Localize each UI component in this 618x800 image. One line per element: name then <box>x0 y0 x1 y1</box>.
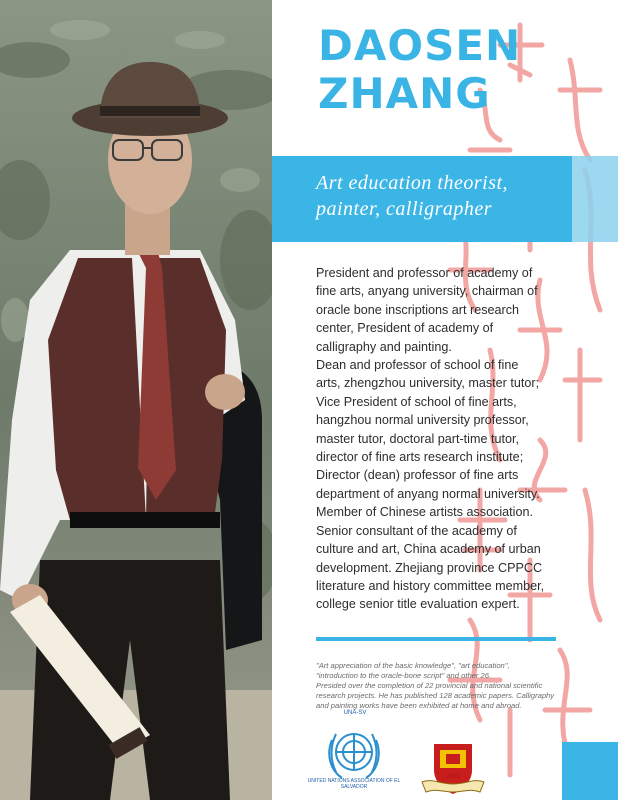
bio-line: hangzhou normal university professor, <box>316 413 529 428</box>
bio-line: Vice President of school of fine arts, <box>316 394 517 409</box>
bio-line: center, President of academy of <box>316 321 494 336</box>
bio-line: literature and history committee member, <box>316 578 545 593</box>
bio-line: college senior title evaluation expert. <box>316 597 520 612</box>
bio-line: fine arts, anyang university, chairman of <box>316 284 538 299</box>
bio-line: Senior consultant of the academy of <box>316 523 517 538</box>
corner-accent <box>562 742 618 800</box>
bio-line: calligraphy and painting. <box>316 339 452 354</box>
bio-line: master tutor, doctoral part-time tutor, <box>316 431 519 446</box>
publication-line: research projects. He has published 128 academic papers. Calligraphy <box>316 691 555 700</box>
name-line-1: DAOSEN <box>318 21 522 70</box>
section-divider <box>316 637 556 641</box>
subtitle: Art education theorist, painter, calligrapher <box>316 172 509 220</box>
biography <box>316 264 562 614</box>
bio-line: department of anyang normal university. <box>316 486 540 501</box>
subtitle-band-edge <box>572 156 618 242</box>
publication-line: "Art appreciation of the basic knowledge", "art education", <box>316 661 510 670</box>
publication-line: and painting works have been exhibited at home and abroad. <box>316 701 522 710</box>
un-logo-caption: UNITED NATIONS ASSOCIATION OF EL SALVADOR <box>307 778 401 790</box>
bio-line: Dean and professor of school of fine <box>316 358 519 373</box>
un-logo-top-text: UNA-SV <box>343 710 367 716</box>
crest-year: 2003 <box>446 774 460 780</box>
name-line-2: ZHANG <box>318 69 491 118</box>
bio-line: development. Zhejiang province CPPCC <box>316 560 543 575</box>
person-name <box>318 22 521 118</box>
university-crest-icon <box>420 740 486 798</box>
bio-line: President and professor of academy of <box>316 266 533 280</box>
bio-line: culture and art, China academy of urban <box>316 542 541 557</box>
bio-line: Director (dean) professor of fine arts <box>316 468 519 483</box>
bio-line: director of fine arts research institute; <box>316 450 524 465</box>
publication-line: "introduction to the oracle-bone script" and other 26. <box>316 671 492 680</box>
publications-note <box>316 661 556 711</box>
bio-line: Member of Chinese artists association. <box>316 505 533 520</box>
portrait-photo <box>0 0 272 800</box>
publication-line: Presided over the completion of 22 provincial and national scientific <box>316 681 543 690</box>
bio-line: arts, zhengzhou university, master tutor; <box>316 376 540 391</box>
bio-line: oracle bone inscriptions art research <box>316 302 520 317</box>
